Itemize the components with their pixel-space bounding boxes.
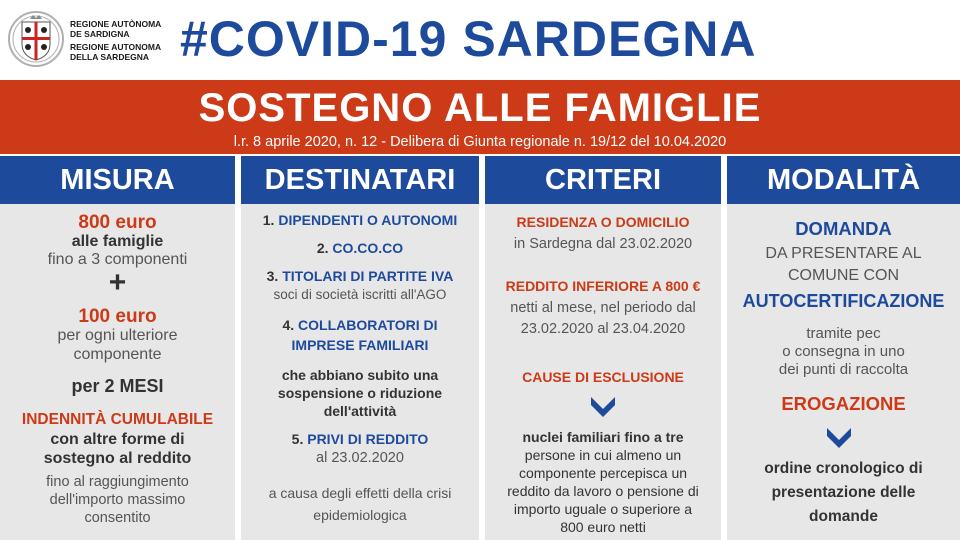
amount-800: 800 euro [78, 212, 157, 233]
plus-sign: + [108, 266, 127, 299]
item-number: 1. [262, 212, 275, 228]
text-line: dell'importo massimo [49, 492, 186, 508]
text-line: sospensione o riduzione [277, 385, 443, 401]
text-line: con altre forme di [50, 431, 185, 448]
text-line: domande [809, 508, 878, 525]
text-line: ordine cronologico di [764, 460, 923, 477]
text-line: che abbiano subito una [281, 367, 439, 383]
recipient-1 [241, 212, 479, 228]
column-heading: MODALITÀ [727, 156, 960, 204]
text-line: COMUNE CON [787, 267, 900, 284]
recipient-4 [241, 317, 479, 333]
column-body [485, 204, 721, 540]
text-line: a causa degli effetti della crisi [268, 485, 452, 501]
item-label: CO.CO.CO [332, 240, 404, 256]
item-number: 5. [291, 431, 304, 447]
banner-title: SOSTEGNO ALLE FAMIGLIE [198, 86, 762, 130]
autocertificazione-label: AUTOCERTIFICAZIONE [742, 291, 945, 311]
recipient-5 [241, 431, 479, 447]
text-line: per ogni ulteriore [57, 327, 178, 344]
banner-subtitle: l.r. 8 aprile 2020, n. 12 - Delibera di Giunta regionale n. 19/12 del 10.04.2020 [233, 134, 727, 150]
erogazione-label: EROGAZIONE [781, 393, 906, 414]
text-line: in Sardegna dal 23.02.2020 [513, 236, 693, 252]
text-line: soci di società iscritti all'AGO [273, 287, 447, 302]
column-misura [0, 156, 235, 540]
item-number: 3. [266, 268, 279, 284]
banner [0, 80, 960, 154]
region-name [70, 20, 161, 62]
header [0, 0, 960, 78]
criterion-residenza: RESIDENZA O DOMICILIO [516, 214, 690, 230]
text-line: consentito [84, 510, 151, 526]
sardinia-coat-of-arms-icon [6, 10, 66, 68]
text-line: alle famiglie [71, 233, 164, 250]
item-label: COLLABORATORI DI [298, 317, 438, 333]
text-line: nuclei familiari fino a tre [522, 429, 684, 445]
column-criteri [485, 156, 721, 540]
text-line: componente percepisca un [518, 465, 688, 481]
text-line: componente [73, 346, 162, 363]
column-body [727, 204, 960, 540]
text-line: 800 euro netti [560, 519, 646, 535]
region-line: REGIONE AUTÒNOMA [70, 19, 162, 29]
column-destinatari [241, 156, 479, 540]
page-title: #COVID-19 SARDEGNA [180, 11, 757, 67]
text-line: reddito da lavoro o pensione di [507, 483, 699, 499]
text-line: dell'attività [323, 403, 397, 419]
text-line: fino al raggiungimento [46, 474, 189, 490]
chevron-down-icon [589, 393, 617, 419]
text-line: o consegna in uno [782, 343, 905, 360]
criterion-reddito: REDDITO INFERIORE A 800 € [505, 278, 701, 294]
column-body [241, 204, 479, 540]
item-label: DIPENDENTI O AUTONOMI [278, 212, 458, 228]
text-line: sostegno al reddito [43, 450, 192, 467]
domanda-label: DOMANDA [795, 218, 892, 239]
item-label: TITOLARI DI PARTITE IVA [282, 268, 454, 284]
item-label: IMPRESE FAMILIARI [291, 337, 429, 353]
text-line: DA PRESENTARE AL [765, 245, 922, 262]
recipient-3 [241, 268, 479, 284]
text-line: persone in cui almeno un [524, 447, 682, 463]
item-label: PRIVI DI REDDITO [307, 431, 429, 447]
text-line: 23.02.2020 al 23.04.2020 [520, 321, 686, 337]
indennita-cumulabile: INDENNITÀ CUMULABILE [21, 411, 214, 428]
text-line: dei punti di raccolta [778, 361, 909, 378]
amount-100: 100 euro [78, 306, 157, 327]
region-line: REGIONE AUTONOMA [70, 42, 162, 52]
item-number: 2. [316, 240, 329, 256]
region-line: DELLA SARDEGNA [70, 51, 150, 62]
recipient-2 [241, 240, 479, 256]
text-line: epidemiologica [313, 507, 407, 523]
text-line: netti al mese, nel periodo dal [510, 300, 696, 316]
column-body [0, 204, 235, 540]
text-line: presentazione delle [771, 484, 916, 501]
text-line: fino a 3 componenti [47, 251, 188, 268]
text-line: al 23.02.2020 [316, 450, 404, 466]
column-heading: MISURA [0, 156, 235, 204]
text-line: tramite pec [806, 325, 881, 342]
criterion-esclusione: CAUSE DI ESCLUSIONE [522, 369, 684, 385]
chevron-down-icon [825, 424, 853, 450]
duration: per 2 MESI [71, 376, 164, 396]
item-number: 4. [282, 317, 295, 333]
column-modalita [727, 156, 960, 540]
region-line: DE SARDIGNA [70, 28, 130, 39]
column-heading: CRITERI [485, 156, 721, 204]
text-line: importo uguale o superiore a [513, 501, 693, 517]
column-heading: DESTINATARI [241, 156, 479, 204]
